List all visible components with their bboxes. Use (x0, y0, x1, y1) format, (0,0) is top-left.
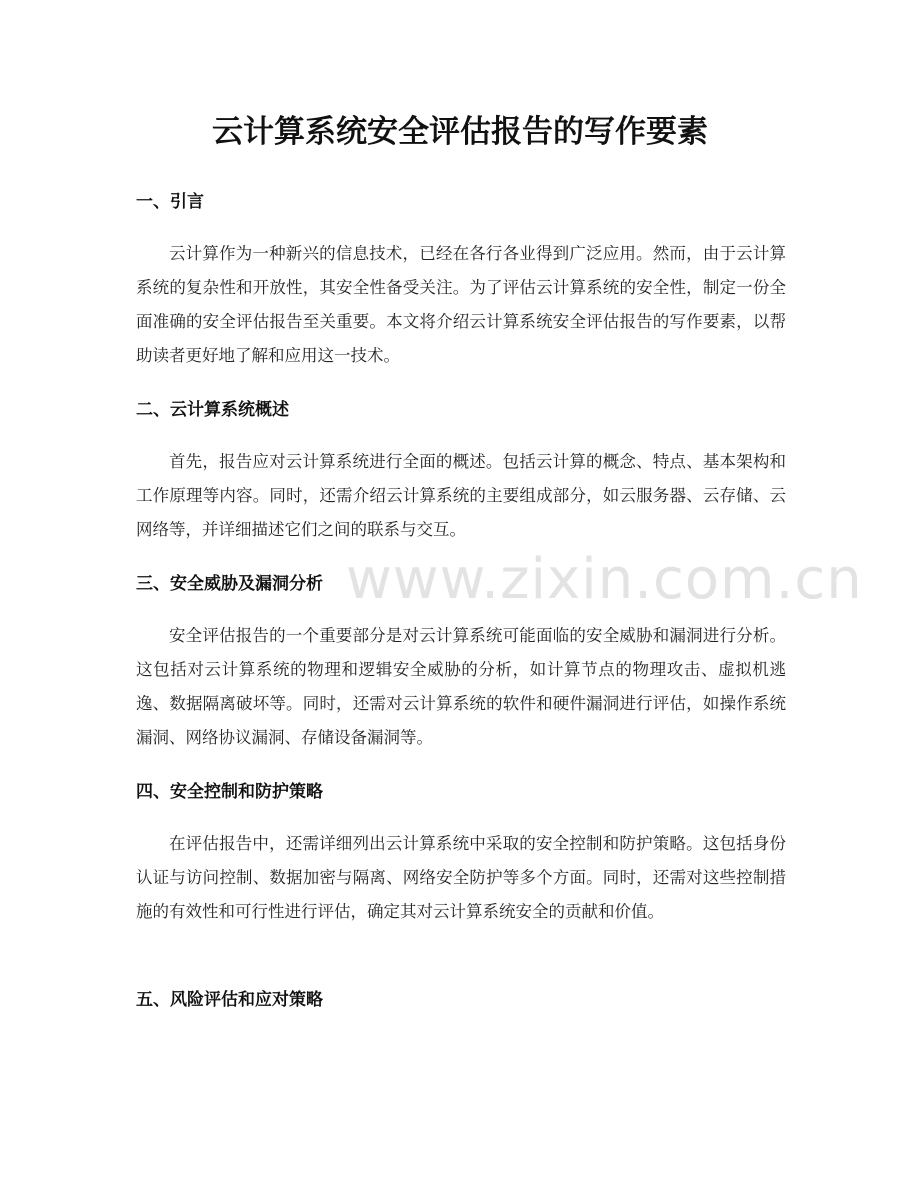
document-title: 云计算系统安全评估报告的写作要素 (212, 114, 708, 150)
section-paragraph: 首先，报告应对云计算系统进行全面的概述。包括云计算的概念、特点、基本架构和工作原理等内容。同时，还需介绍云计算系统的主要组成部分，如云服务器、云存储、云网络等，并详细描述它们之间的联系与交互。 (136, 452, 786, 539)
section-heading: 五、风险评估和应对策略 (136, 990, 323, 1010)
section-security-controls (136, 780, 786, 929)
section-heading: 三、安全威胁及漏洞分析 (136, 574, 323, 594)
section-paragraph: 云计算作为一种新兴的信息技术，已经在各行各业得到广泛应用。然而，由于云计算系统的复杂性和开放性，其安全性备受关注。为了评估云计算系统的安全性，制定一份全面准确的安全评估报告至关重要。本文将介绍云计算系统安全评估报告的写作要素，以帮助读者更好地了解和应用这一技术。 (136, 244, 786, 365)
section-threat-analysis (136, 572, 786, 755)
section-paragraph: 安全评估报告的一个重要部分是对云计算系统可能面临的安全威胁和漏洞进行分析。这包括对云计算系统的物理和逻辑安全威胁的分析，如计算节点的物理攻击、虚拟机逃逸、数据隔离破坏等。同时，还需对云计算系统的软件和硬件漏洞进行评估，如操作系统漏洞、网络协议漏洞、存储设备漏洞等。 (136, 626, 786, 747)
watermark: www.zixin.com.cn (346, 547, 863, 612)
section-introduction (136, 190, 786, 373)
section-overview (136, 398, 786, 547)
section-risk-assessment (136, 988, 786, 1012)
section-heading: 四、安全控制和防护策略 (136, 782, 323, 802)
section-heading: 一、引言 (136, 192, 204, 212)
section-paragraph: 在评估报告中，还需详细列出云计算系统中采取的安全控制和防护策略。这包括身份认证与访问控制、数据加密与隔离、网络安全防护等多个方面。同时，还需对这些控制措施的有效性和可行性进行评估，确定其对云计算系统安全的贡献和价值。 (136, 834, 786, 921)
section-heading: 二、云计算系统概述 (136, 400, 289, 420)
